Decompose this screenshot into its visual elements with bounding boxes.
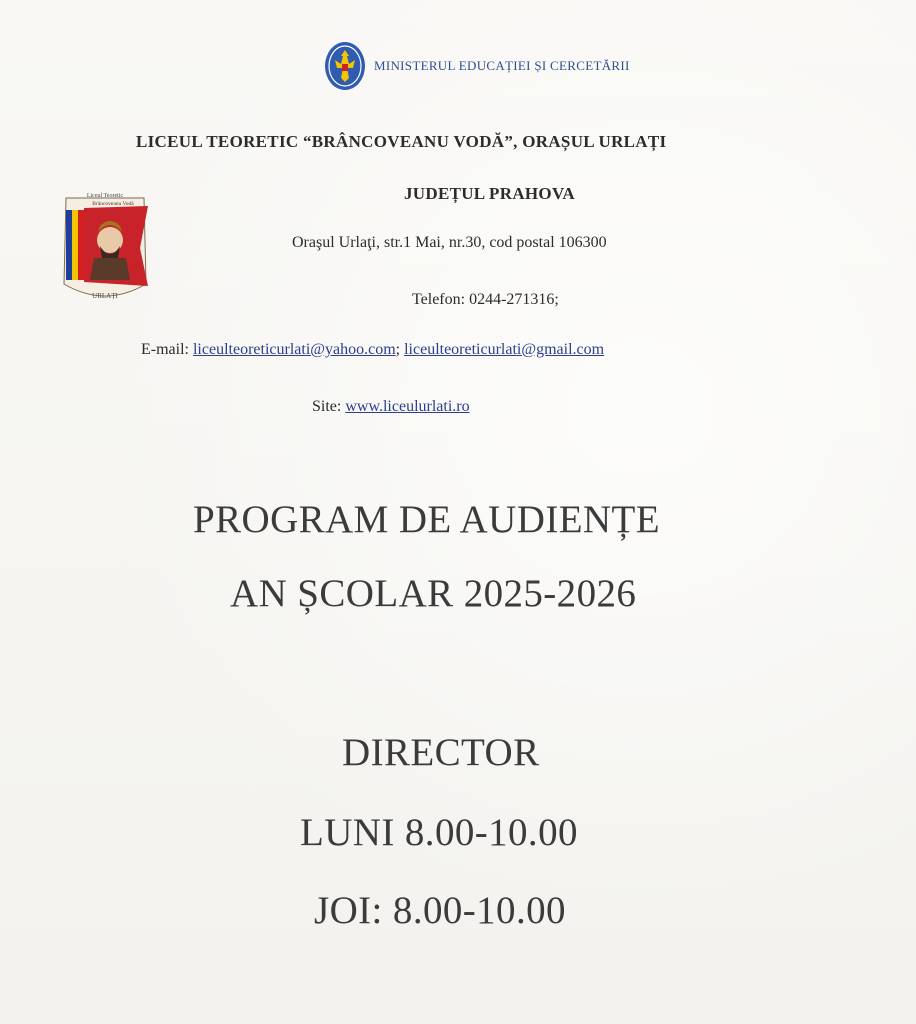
county: JUDEȚUL PRAHOVA xyxy=(404,184,575,203)
logo-bottom-text: URLAȚI xyxy=(92,292,118,300)
site-link[interactable]: www.liceulurlati.ro xyxy=(345,398,470,415)
ministry-seal-icon xyxy=(322,38,368,94)
logo-top-text: Liceul Teoretic xyxy=(86,193,124,199)
email-link-gmail[interactable]: liceulteoreticurlati@gmail.com xyxy=(404,341,605,358)
school-logo xyxy=(58,188,152,306)
role-title: DIRECTOR xyxy=(342,731,540,774)
ministry-header xyxy=(322,38,630,94)
title-line-1: PROGRAM DE AUDIENȚE xyxy=(193,498,660,541)
email-link-yahoo[interactable]: liceulteoreticurlati@yahoo.com xyxy=(192,341,396,358)
site-label: Site: xyxy=(312,398,346,415)
phone: Telefon: 0244-271316; xyxy=(412,291,559,308)
email-line xyxy=(141,341,604,359)
school-name: LICEUL TEORETIC “BRÂNCOVEANU VODĂ”, ORAȘUL URLAȚI xyxy=(136,132,667,151)
logo-middle-text: Brâncoveanu Vodă xyxy=(92,201,134,207)
email-separator: ; xyxy=(395,341,405,358)
ministry-name: MINISTERUL EDUCAȚIEI ȘI CERCETĂRII xyxy=(374,58,630,73)
site-line xyxy=(312,398,470,416)
title-line-2: AN ȘCOLAR 2025-2026 xyxy=(230,572,637,615)
email-label: E-mail: xyxy=(141,341,193,358)
address: Oraşul Urlaţi, str.1 Mai, nr.30, cod postal 106300 xyxy=(292,234,607,251)
schedule-thursday: JOI: 8.00-10.00 xyxy=(314,889,566,932)
schedule-monday: LUNI 8.00-10.00 xyxy=(300,811,578,854)
